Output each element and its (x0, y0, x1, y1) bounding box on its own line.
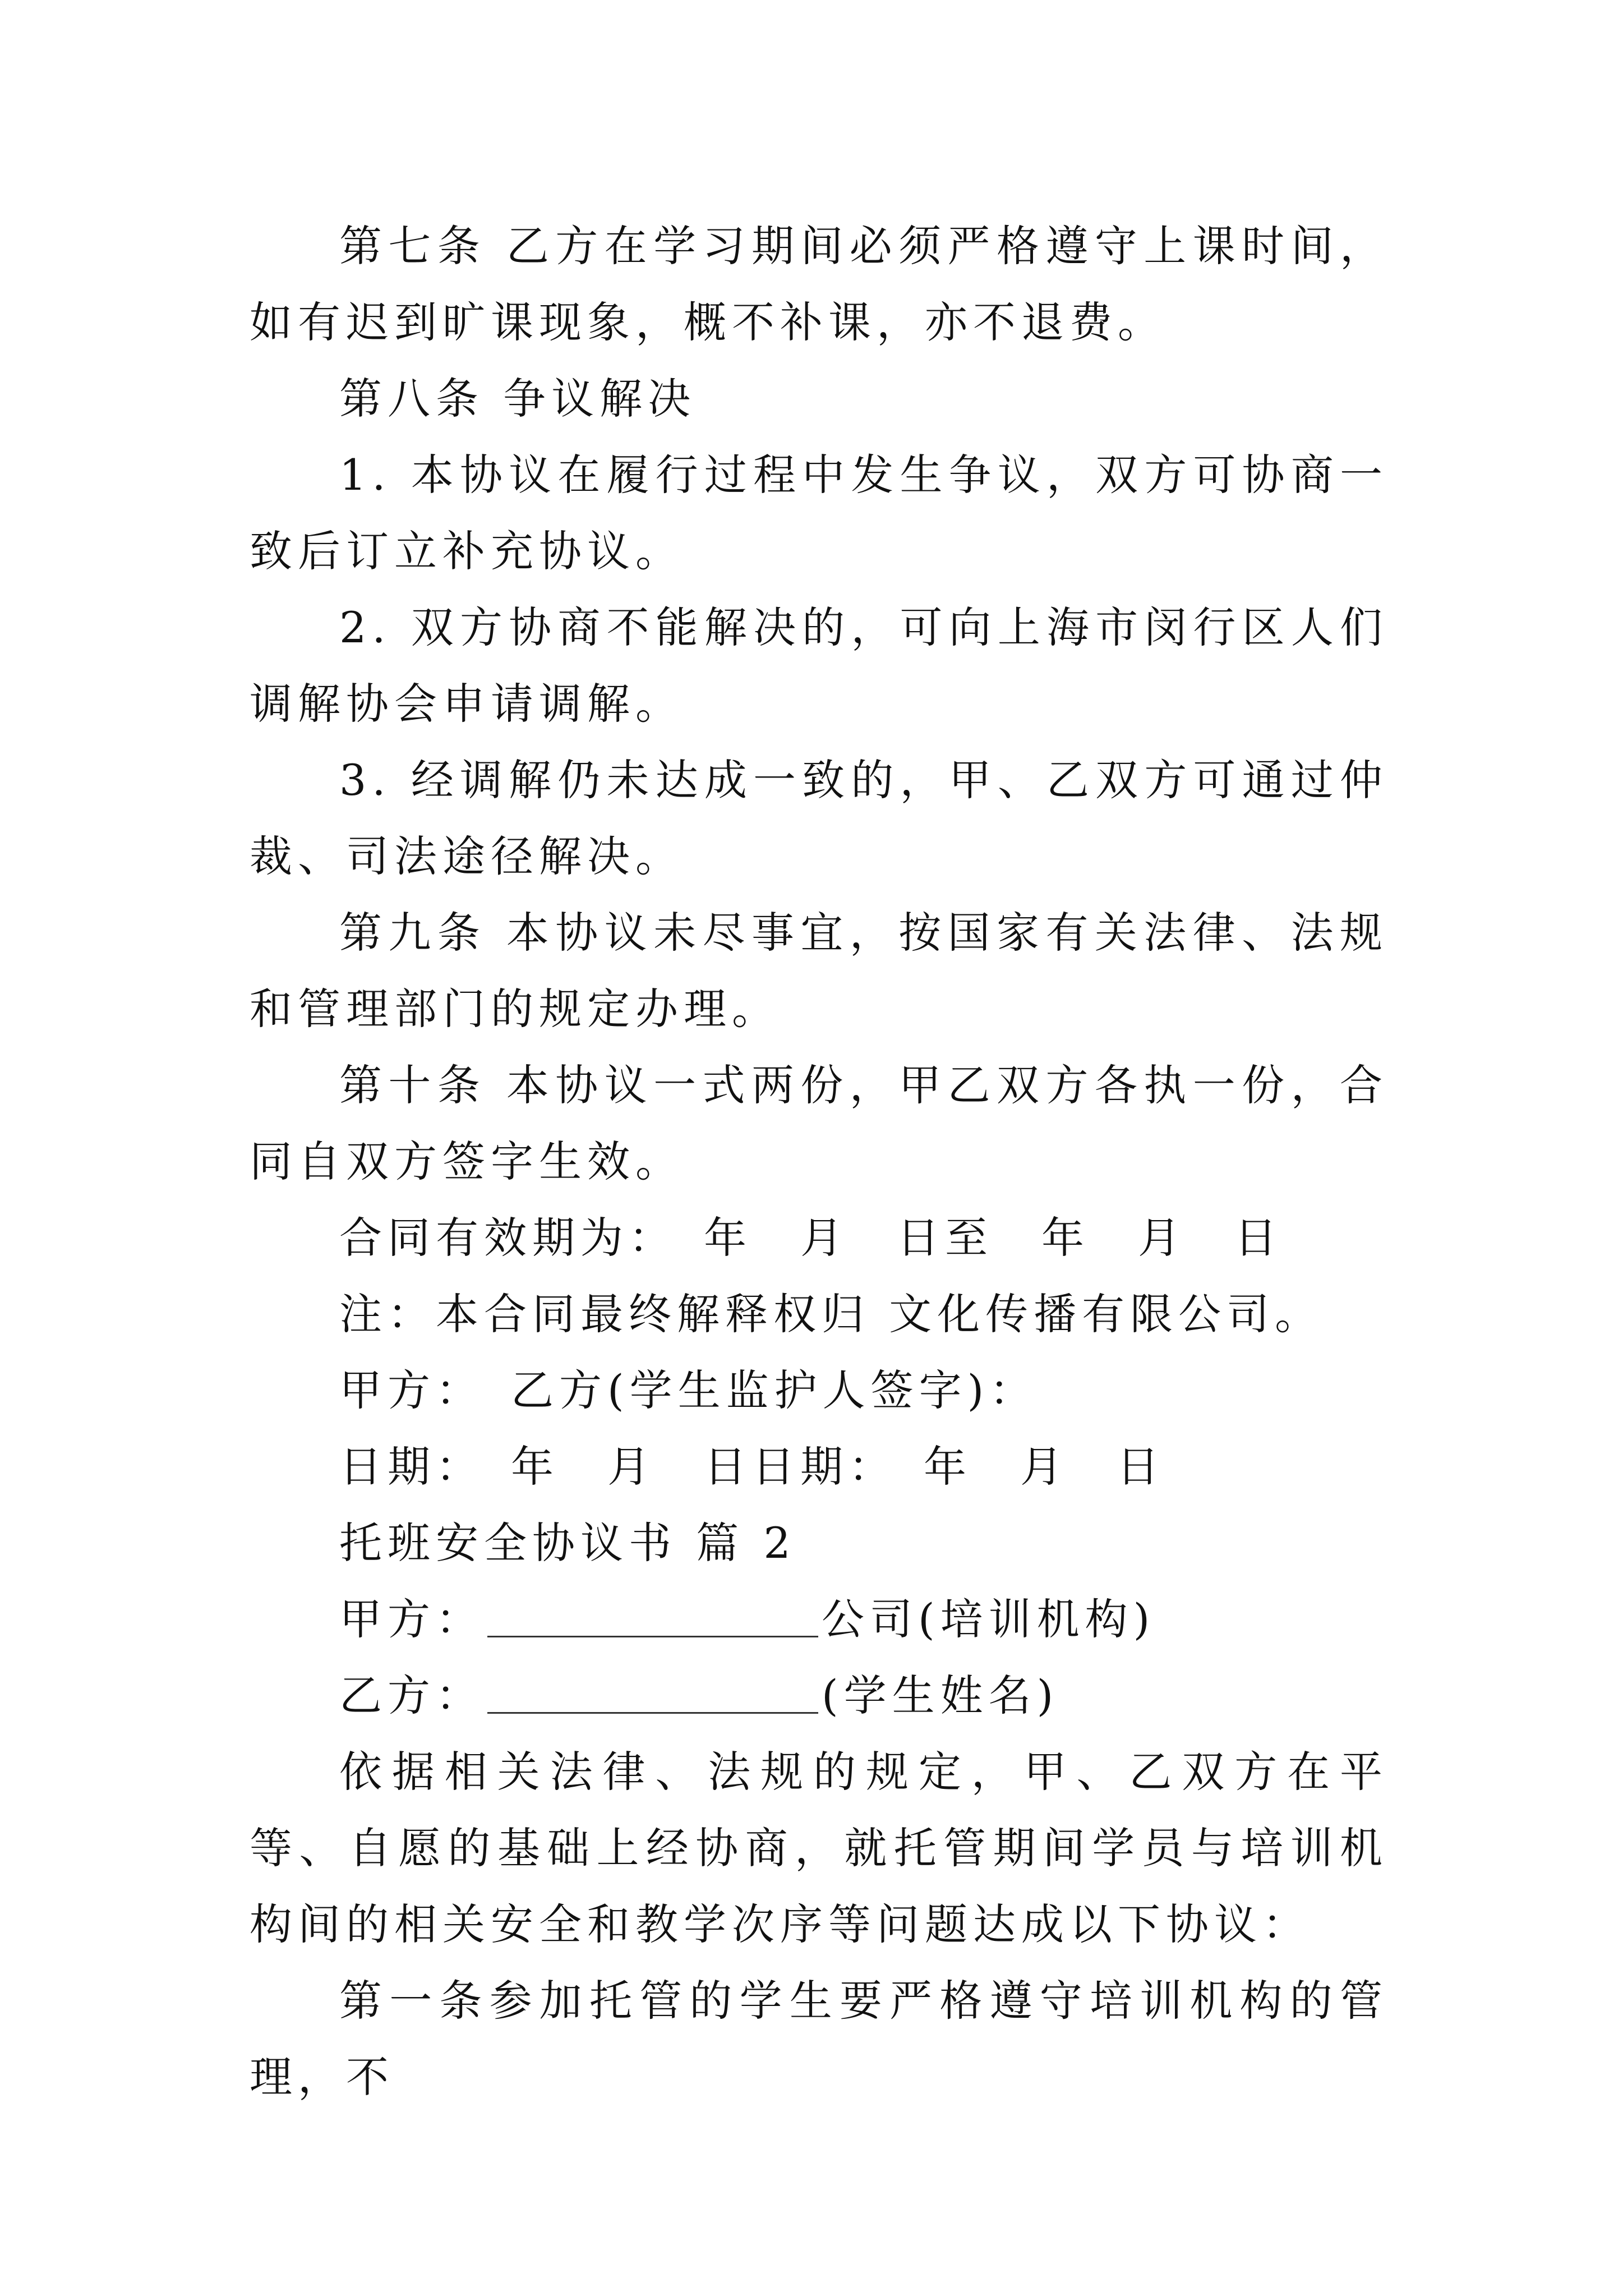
party-b-blank (487, 1676, 818, 1714)
clause-1: 第一条参加托管的学生要严格遵守培训机构的管理，不 (250, 1976, 1388, 2102)
clause-8-item-2: 2. 双方协商不能解决的，可向上海市闵行区人们调解协会申请调解。 (250, 602, 1388, 729)
party-b-label: 乙方： (339, 1671, 484, 1720)
clause-10: 第十条 本协议一式两份，甲乙双方各执一份，合同自双方签字生效。 (250, 1060, 1388, 1186)
clause-8-heading: 第八条 争议解决 (339, 374, 697, 424)
signature-line: 甲方： 乙方(学生监护人签字)： (339, 1365, 1038, 1415)
interpretation-note: 注：本合同最终解释权归 文化传播有限公司。 (339, 1289, 1324, 1339)
section-title: 托班安全协议书 篇 2 (339, 1518, 796, 1568)
preamble-paragraph: 依据相关法律、法规的规定，甲、乙双方在平等、自愿的基础上经协商，就托管期间学员与培训机构间的相关安全和教学次序等问题达成以下协议： (250, 1747, 1388, 1949)
clause-7: 第七条 乙方在学习期间必须严格遵守上课时间，如有迟到旷课现象，概不补课，亦不退费。 (250, 221, 1388, 347)
party-a-suffix: 公司(培训机构) (822, 1594, 1156, 1644)
clause-9: 第九条 本协议未尽事宜，按国家有关法律、法规和管理部门的规定办理。 (250, 908, 1388, 1034)
party-a-blank (487, 1600, 818, 1637)
party-a-label: 甲方： (339, 1594, 484, 1644)
party-b-line (250, 1658, 1388, 1734)
clause-8-item-1: 1. 本协议在履行过程中发生争议，双方可协商一致后订立补充协议。 (250, 450, 1388, 576)
clause-8-item-3: 3. 经调解仍未达成一致的，甲、乙双方可通过仲裁、司法途径解决。 (250, 755, 1388, 881)
date-line: 日期： 年 月 日日期： 年 月 日 (339, 1442, 1165, 1492)
contract-validity: 合同有效期为： 年 月 日至 年 月 日 (339, 1213, 1283, 1263)
document-body (250, 208, 1388, 2115)
party-a-line (250, 1581, 1388, 1658)
party-b-suffix: (学生姓名) (822, 1671, 1059, 1720)
